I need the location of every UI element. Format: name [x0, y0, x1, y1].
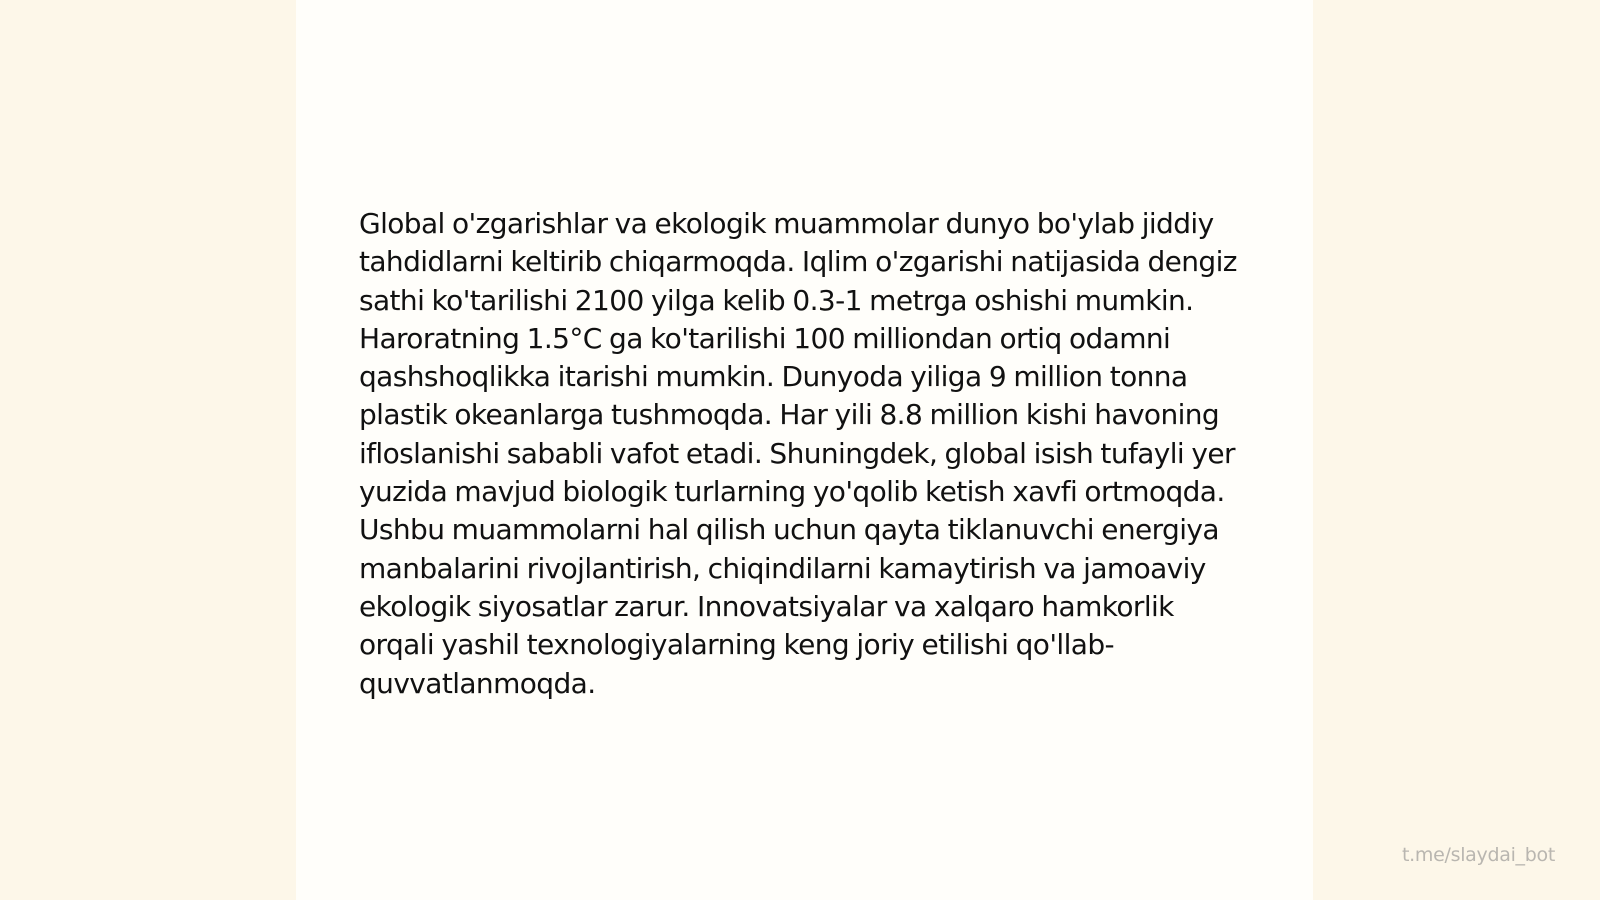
right-margin-panel — [1313, 0, 1600, 900]
watermark: t.me/slaydai_bot — [1402, 844, 1555, 866]
left-margin-panel — [0, 0, 296, 900]
slide — [296, 0, 1313, 900]
slide-body-text: Global o'zgarishlar va ekologik muammolar dunyo bo'ylab jiddiy tahdidlarni keltirib chiqarmoqda. Iqlim o'zgarishi natijasida dengiz sathi ko'tarilishi 2100 yilga kelib 0.3-1 metrga oshishi mumkin. Haroratning 1.5°C ga ko'tarilishi 100 milliondan ortiq odamni qashshoqlikka itarishi mumkin. Dunyoda yiliga 9 million tonna plastik okeanlarga tushmoqda. Har yili 8.8 million kishi havoning ifloslanishi sababli vafot etadi. Shuningdek, global isish tufayli yer yuzida mavjud biologik turlarning yo'qolib ketish xavfi ortmoqda. Ushbu muammolarni hal qilish uchun qayta tiklanuvchi energiya manbalarini rivojlantirish, chiqindilarni kamaytirish va jamoaviy ekologik siyosatlar zarur. Innovatsiyalar va xalqaro hamkorlik orqali yashil texnologiyalarning keng joriy etilishi qo'llab-quvvatlanmoqda. — [359, 207, 1237, 700]
